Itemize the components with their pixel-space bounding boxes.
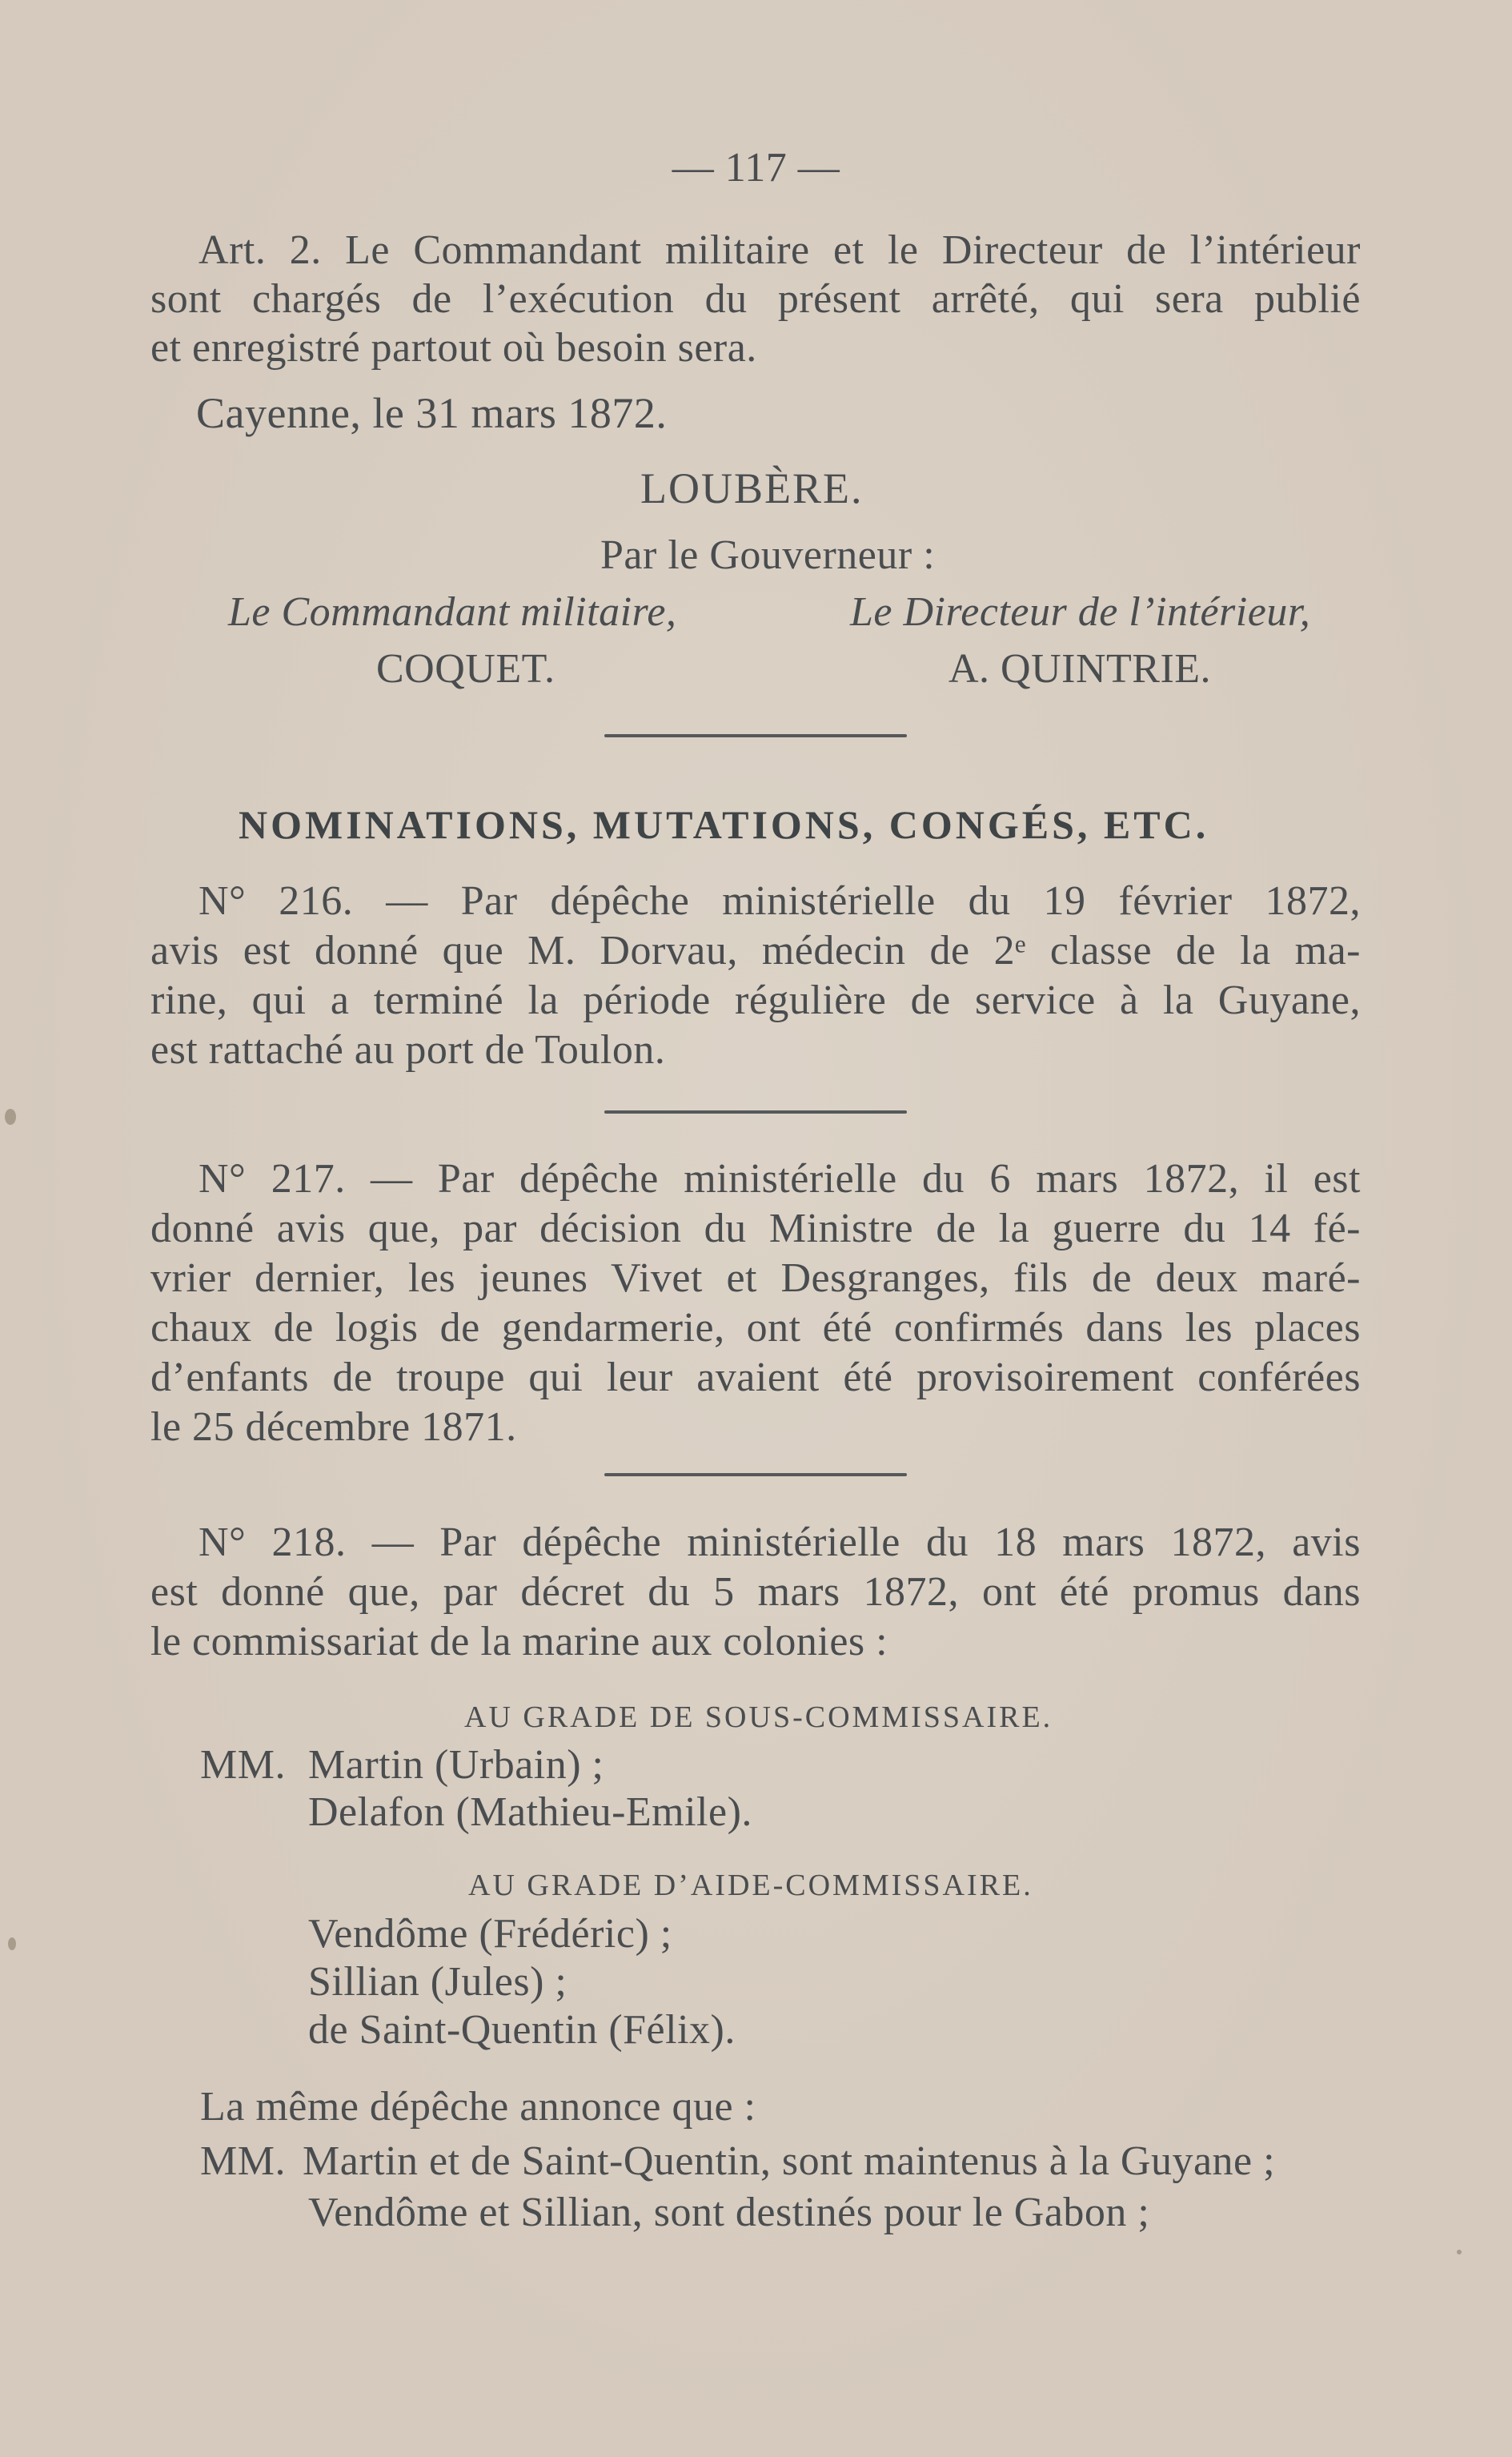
no217-line-5: d’enfants de troupe qui leur avaient été provisoirement conférées [150, 1355, 1361, 1400]
commandant-name: COQUET. [376, 646, 555, 692]
grade2-name-3: de Saint-Quentin (Félix). [308, 2007, 736, 2053]
mm-label: MM. [200, 1742, 286, 1788]
no216-line-3: rine, qui a terminé la période régulière de service à la Guyane, [150, 978, 1361, 1023]
no216-line-4: est rattaché au port de Toulon. [150, 1027, 666, 1073]
commandant-title: Le Commandant militaire, [228, 589, 677, 635]
art2-line-1: Art. 2. Le Commandant militaire et le Directeur de l’intérieur [199, 227, 1361, 273]
grade1-name-1: Martin (Urbain) ; [308, 1742, 604, 1788]
page-number: — 117 — [672, 145, 840, 191]
grade2-name-1: Vendôme (Frédéric) ; [308, 1911, 672, 1957]
grade2-name-2: Sillian (Jules) ; [308, 1959, 568, 2005]
no217-line-3: vrier dernier, les jeunes Vivet et Desgranges, fils de deux maré- [150, 1255, 1361, 1301]
art2-line-2: sont chargés de l’exécution du présent arrêté, qui sera publié [150, 276, 1361, 322]
separator-rule [604, 1473, 907, 1476]
par-le-gouverneur: Par le Gouverneur : [600, 532, 936, 578]
final-mm-label: MM. [200, 2138, 286, 2184]
signature-loubere: LOUBÈRE. [640, 464, 864, 512]
grade-aide-commissaire-heading: AU GRADE D’AIDE-COMMISSAIRE. [468, 1869, 1033, 1902]
directeur-title: Le Directeur de l’intérieur, [850, 589, 1311, 635]
no217-line-2: donné avis que, par décision du Ministre de la guerre du 14 fé- [150, 1206, 1361, 1251]
grade1-name-2: Delafon (Mathieu-Emile). [308, 1789, 752, 1835]
paper-speck [5, 1109, 16, 1125]
no218-line-1: N° 218. — Par dépêche ministérielle du 18 mars 1872, avis [199, 1520, 1361, 1565]
no216-line-1: N° 216. — Par dépêche ministérielle du 19 février 1872, [199, 878, 1361, 924]
paper-speck [1457, 2250, 1462, 2254]
no218-line-3: le commissariat de la marine aux colonies : [150, 1619, 888, 1664]
final-line-2: Vendôme et Sillian, sont destinés pour le Gabon ; [308, 2190, 1150, 2235]
section-heading: NOMINATIONS, MUTATIONS, CONGÉS, ETC. [239, 802, 1209, 847]
announce-line: La même dépêche annonce que : [200, 2084, 756, 2130]
no218-line-2: est donné que, par décret du 5 mars 1872, ont été promus dans [150, 1569, 1361, 1615]
grade-sous-commissaire-heading: AU GRADE DE SOUS-COMMISSAIRE. [464, 1700, 1053, 1734]
no217-line-4: chaux de logis de gendarmerie, ont été confirmés dans les places [150, 1305, 1361, 1351]
no216-line-2: avis est donné que M. Dorvau, médecin de 2ᵉ classe de la ma- [150, 928, 1361, 974]
final-line-1: Martin et de Saint-Quentin, sont maintenus à la Guyane ; [303, 2138, 1276, 2184]
paper-speck [8, 1937, 16, 1950]
art2-line-3: et enregistré partout où besoin sera. [150, 325, 757, 371]
separator-rule [604, 734, 907, 737]
separator-rule [604, 1110, 907, 1114]
no217-line-1: N° 217. — Par dépêche ministérielle du 6 mars 1872, il est [199, 1156, 1361, 1202]
date-line: Cayenne, le 31 mars 1872. [196, 389, 668, 437]
no217-line-6: le 25 décembre 1871. [150, 1404, 517, 1450]
directeur-name: A. QUINTRIE. [949, 646, 1212, 692]
